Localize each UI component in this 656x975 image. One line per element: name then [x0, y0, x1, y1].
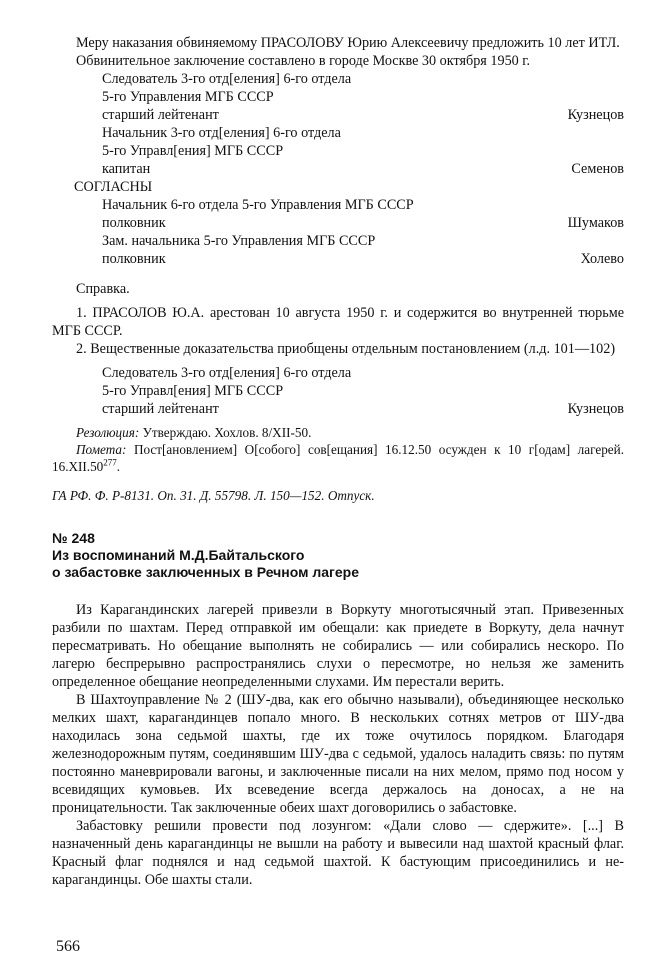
- document-number: № 248: [52, 530, 95, 546]
- signature-line: Начальник 6-го отдела 5-го Управления МГБ СССР: [102, 197, 414, 213]
- reference-item: 2. Вещественные доказательства приобщены отдельным постановлением (л.д. 101—102): [76, 341, 616, 357]
- signature-rank: полковник: [102, 251, 166, 267]
- memoir-paragraph-3: Забастовку решили провести под лозунгом: «Дали слово — сдержите». [...] В назначенный день карагандинцы не вышли на работу и вывесили над шахтой красный флаг. Красный флаг поднялся и над седьмой шахтой. К бастующим присоединились и не-карагандинцы. Обе шахты стали.: [52, 818, 624, 888]
- agreed-2: [52, 232, 624, 268]
- signature-name: Семенов: [571, 161, 624, 177]
- note-label: Помета:: [76, 442, 127, 457]
- reference-signature: [52, 364, 624, 418]
- memoir-paragraph-1: Из Карагандинских лагерей привезли в Воркуту многотысячный этап. Привезенных разбили по шахтам. Перед отправкой им обещали: как приедете в Воркуту, дела начнут пересматривать. Но обещание выполнять не собирались — или собирались нескоро. По лагерю беспрерывно распространялись слухи о пересмотре, но нельзя же заменить определенное обещание неопределенными слухами. Им перестали верить.: [52, 602, 624, 690]
- reference-title: Справка.: [76, 281, 130, 297]
- page-number: 566: [56, 938, 80, 955]
- sentence-paragraph: Меру наказания обвиняемому ПРАСОЛОВУ Юрию Алексеевичу предложить 10 лет ИТЛ.: [76, 35, 620, 51]
- signature-line: Зам. начальника 5-го Управления МГБ СССР: [102, 233, 376, 249]
- signature-rank: капитан: [102, 161, 151, 177]
- reference-item: 1. ПРАСОЛОВ Ю.А. арестован 10 августа 1950 г. и содержится во внутренней тюрьме МГБ СССР.: [52, 305, 624, 339]
- resolution-text: Утверждаю. Хохлов. 8/XII-50.: [139, 425, 312, 440]
- note-text: Пост[ановлением] О[собого] сов[ещания] 16.12.50 осужден к 10 г[одам] лагерей. 16.XII.50: [52, 442, 624, 474]
- signature-rank: старший лейтенант: [102, 107, 219, 123]
- signature-line: Следователь 3-го отд[еления] 6-го отдела: [102, 365, 352, 381]
- signature-line: Следователь 3-го отд[еления] 6-го отдела: [102, 71, 352, 87]
- signature-line: 5-го Управл[ения] МГБ СССР: [102, 383, 284, 399]
- agreed-1: [52, 196, 624, 232]
- signature-name: Кузнецов: [567, 107, 624, 123]
- footnote-ref: 277: [103, 457, 117, 468]
- compiled-paragraph: Обвинительное заключение составлено в городе Москве 30 октября 1950 г.: [76, 53, 531, 69]
- note-end: .: [116, 459, 121, 474]
- signature-line: 5-го Управл[ения] МГБ СССР: [102, 143, 284, 159]
- signature-rank: старший лейтенант: [102, 401, 219, 417]
- agreed-label: СОГЛАСНЫ: [74, 179, 153, 195]
- note: [52, 441, 624, 475]
- signature-line: 5-го Управления МГБ СССР: [102, 89, 274, 105]
- signature-investigator: [52, 70, 624, 124]
- signature-rank: полковник: [102, 215, 166, 231]
- memoir-paragraph-2: В Шахтоуправление № 2 (ШУ-два, как его обычно называли), объединяющее несколько мелких шахт, карагандинцев попало много. В нескольких сотнях метров от ШУ-два находилась зона седьмой шахты, где их тоже очутилось порядком. Благодаря железнодорожным путям, соединявшим ШУ-два с седьмой, удалось наладить связь: по путям постоянно маневрировали вагоны, и заключенные писали на них мелом, прямо под носом у всевидящих кумовьев. Их всеведение всегда держалось на доносах, а не на проницательности. Так заключенные обеих шахт договорились о забастовке.: [52, 692, 624, 816]
- signature-name: Шумаков: [567, 215, 624, 231]
- document-title-line: о забастовке заключенных в Речном лагере: [52, 564, 360, 580]
- archive-source: ГА РФ. Ф. Р-8131. Оп. 31. Д. 55798. Л. 150—152. Отпуск.: [52, 488, 375, 503]
- signature-line: Начальник 3-го отд[еления] 6-го отдела: [102, 125, 341, 141]
- document-title-line: Из воспоминаний М.Д.Байтальского: [52, 547, 305, 563]
- resolution: [52, 424, 624, 441]
- signature-name: Холево: [580, 251, 624, 267]
- page-body: [52, 34, 624, 889]
- signature-head: [52, 124, 624, 178]
- signature-name: Кузнецов: [567, 401, 624, 417]
- resolution-label: Резолюция:: [76, 425, 140, 440]
